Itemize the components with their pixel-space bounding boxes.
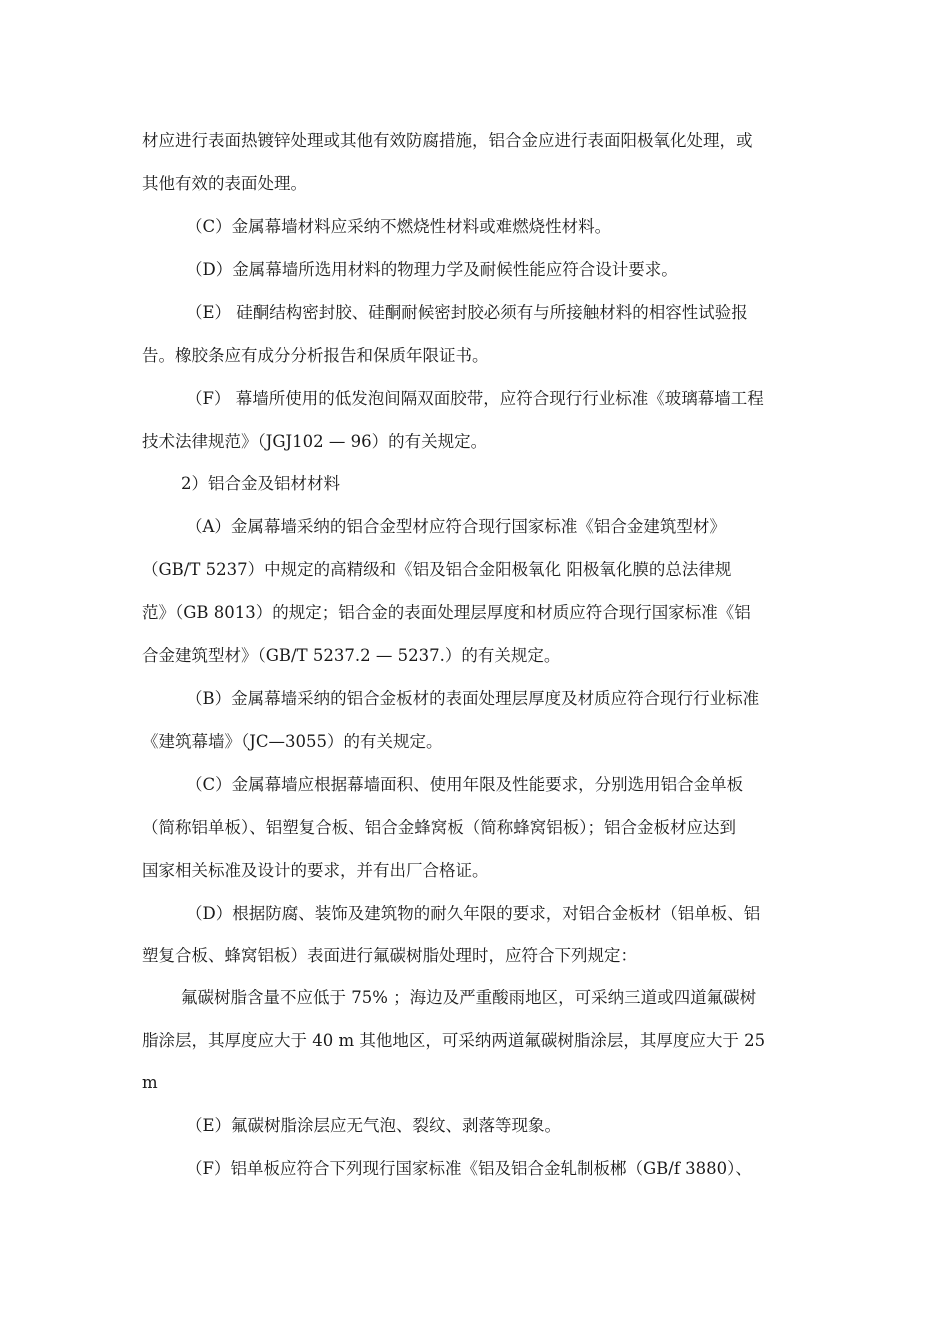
- text-line: 氟碳树脂含量不应低于 75% ；海边及严重酸雨地区，可采纳三道或四道氟碳树: [181, 988, 757, 1007]
- section-heading: 2）铝合金及铝材材料: [181, 474, 340, 493]
- text-line: （简称铝单板）、铝塑复合板、铝合金蜂窝板（简称蜂窝铝板）；铝合金板材应达到: [142, 818, 736, 837]
- text-line: （E）氟碳树脂涂层应无气泡、裂纹、剥落等现象。: [186, 1116, 562, 1135]
- text-line: （D）金属幕墙所选用材料的物理力学及耐候性能应符合设计要求。: [186, 260, 678, 279]
- text-line: m: [142, 1073, 158, 1092]
- text-line: （GB/T 5237）中规定的高精级和《铝及铝合金阳极氧化 阳极氧化膜的总法律规: [142, 560, 732, 579]
- text-line: 脂涂层，其厚度应大于 40 m 其他地区，可采纳两道氟碳树脂涂层，其厚度应大于 25: [142, 1031, 766, 1050]
- text-line: 合金建筑型材》（GB/T 5237.2 — 5237.）的有关规定。: [142, 646, 561, 665]
- text-line: 材应进行表面热镀锌处理或其他有效防腐措施，铝合金应进行表面阳极氧化处理，或: [142, 131, 753, 150]
- text-line: （D）根据防腐、装饰及建筑物的耐久年限的要求，对铝合金板材（铝单板、铝: [186, 904, 761, 923]
- text-line: （A）金属幕墙采纳的铝合金型材应符合现行国家标准《铝合金建筑型材》: [186, 517, 726, 536]
- text-line: 塑复合板、蜂窝铝板）表面进行氟碳树脂处理时，应符合下列规定：: [142, 946, 637, 965]
- text-line: 范》（GB 8013）的规定；铝合金的表面处理层厚度和材质应符合现行国家标准《铝: [142, 603, 751, 622]
- text-line: （F）铝单板应符合下列现行国家标准《铝及铝合金轧制板郴（GB/f 3880）、: [186, 1159, 752, 1178]
- text-line: （F） 幕墙所使用的低发泡间隔双面胶带，应符合现行行业标准《玻璃幕墙工程: [186, 389, 764, 408]
- text-line: 国家相关标准及设计的要求，并有出厂合格证。: [142, 861, 489, 880]
- text-line: 告。橡胶条应有成分分析报告和保质年限证书。: [142, 346, 489, 365]
- text-line: 其他有效的表面处理。: [142, 174, 307, 193]
- text-line: （C）金属幕墙材料应采纳不燃烧性材料或难燃烧性材料。: [186, 217, 612, 236]
- text-line: （C）金属幕墙应根据幕墙面积、使用年限及性能要求，分别选用铝合金单板: [186, 775, 744, 794]
- text-line: （E） 硅酮结构密封胶、硅酮耐候密封胶必须有与所接触材料的相容性试验报: [186, 303, 748, 322]
- text-line: 技术法律规范》（JGJ102 — 96）的有关规定。: [142, 432, 488, 451]
- text-line: （B）金属幕墙采纳的铝合金板材的表面处理层厚度及材质应符合现行行业标准: [186, 689, 760, 708]
- text-line: 《建筑幕墙》（JC—3055）的有关规定。: [142, 732, 443, 751]
